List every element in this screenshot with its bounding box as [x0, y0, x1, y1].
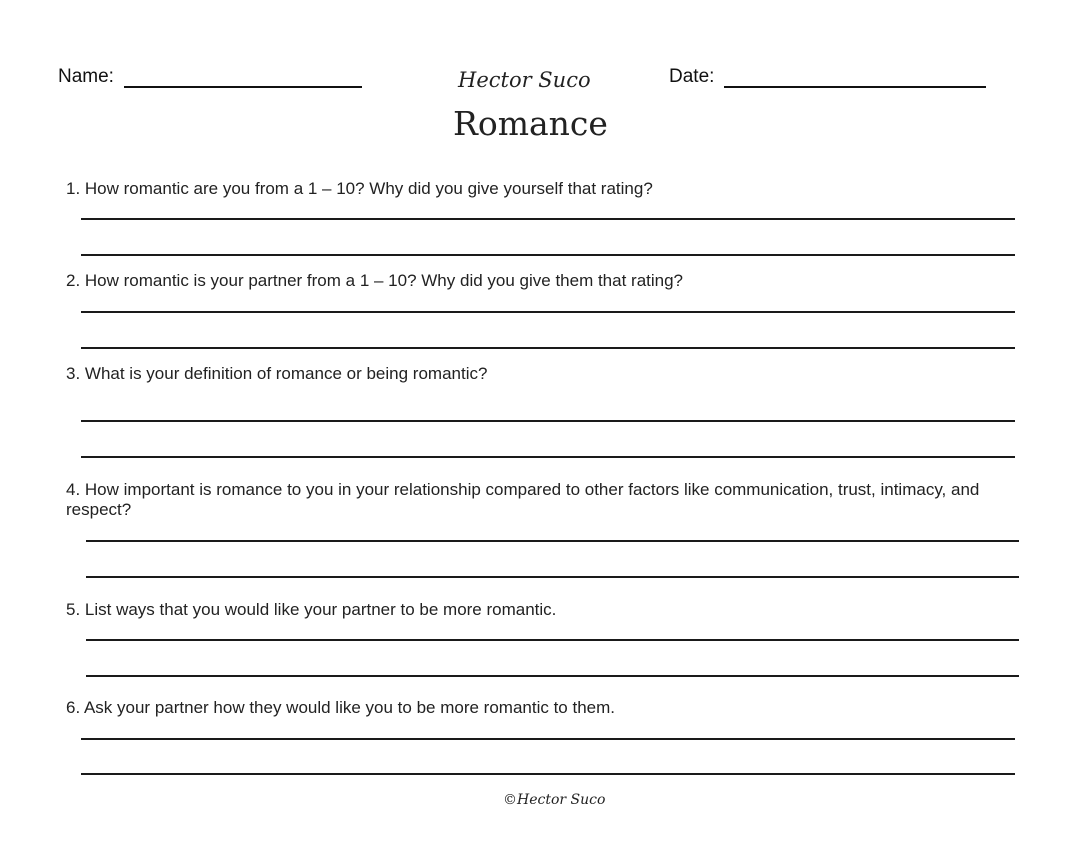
- question-3: 3. What is your definition of romance or being romantic?: [66, 364, 488, 383]
- question-6: 6. Ask your partner how they would like you to be more romantic to them.: [66, 698, 615, 717]
- answer-line-1b[interactable]: [81, 254, 1015, 256]
- answer-line-3a[interactable]: [81, 420, 1015, 422]
- answer-line-4a[interactable]: [86, 540, 1019, 542]
- answer-line-2b[interactable]: [81, 347, 1015, 349]
- answer-line-6b[interactable]: [81, 773, 1015, 775]
- name-field[interactable]: [124, 86, 362, 88]
- answer-line-3b[interactable]: [81, 456, 1015, 458]
- answer-line-6a[interactable]: [81, 738, 1015, 740]
- brand-name: Hector Suco: [458, 68, 591, 92]
- page-title: Romance: [453, 104, 608, 143]
- answer-line-2a[interactable]: [81, 311, 1015, 313]
- answer-line-5a[interactable]: [86, 639, 1019, 641]
- question-2: 2. How romantic is your partner from a 1 – 10? Why did you give them that rating?: [66, 271, 684, 290]
- question-1: 1. How romantic are you from a 1 – 10? Why did you give yourself that rating?: [66, 179, 653, 198]
- date-label: Date:: [669, 66, 715, 87]
- answer-line-5b[interactable]: [86, 675, 1019, 677]
- answer-line-1a[interactable]: [81, 218, 1015, 220]
- answer-line-4b[interactable]: [86, 576, 1019, 578]
- date-field[interactable]: [724, 86, 986, 88]
- question-5: 5. List ways that you would like your partner to be more romantic.: [66, 600, 557, 619]
- name-label: Name:: [58, 66, 114, 87]
- footer-copyright: ©Hector Suco: [503, 792, 606, 808]
- question-4: 4. How important is romance to you in your relationship compared to other factors like communication, trust, intimacy, and respect?: [66, 480, 980, 519]
